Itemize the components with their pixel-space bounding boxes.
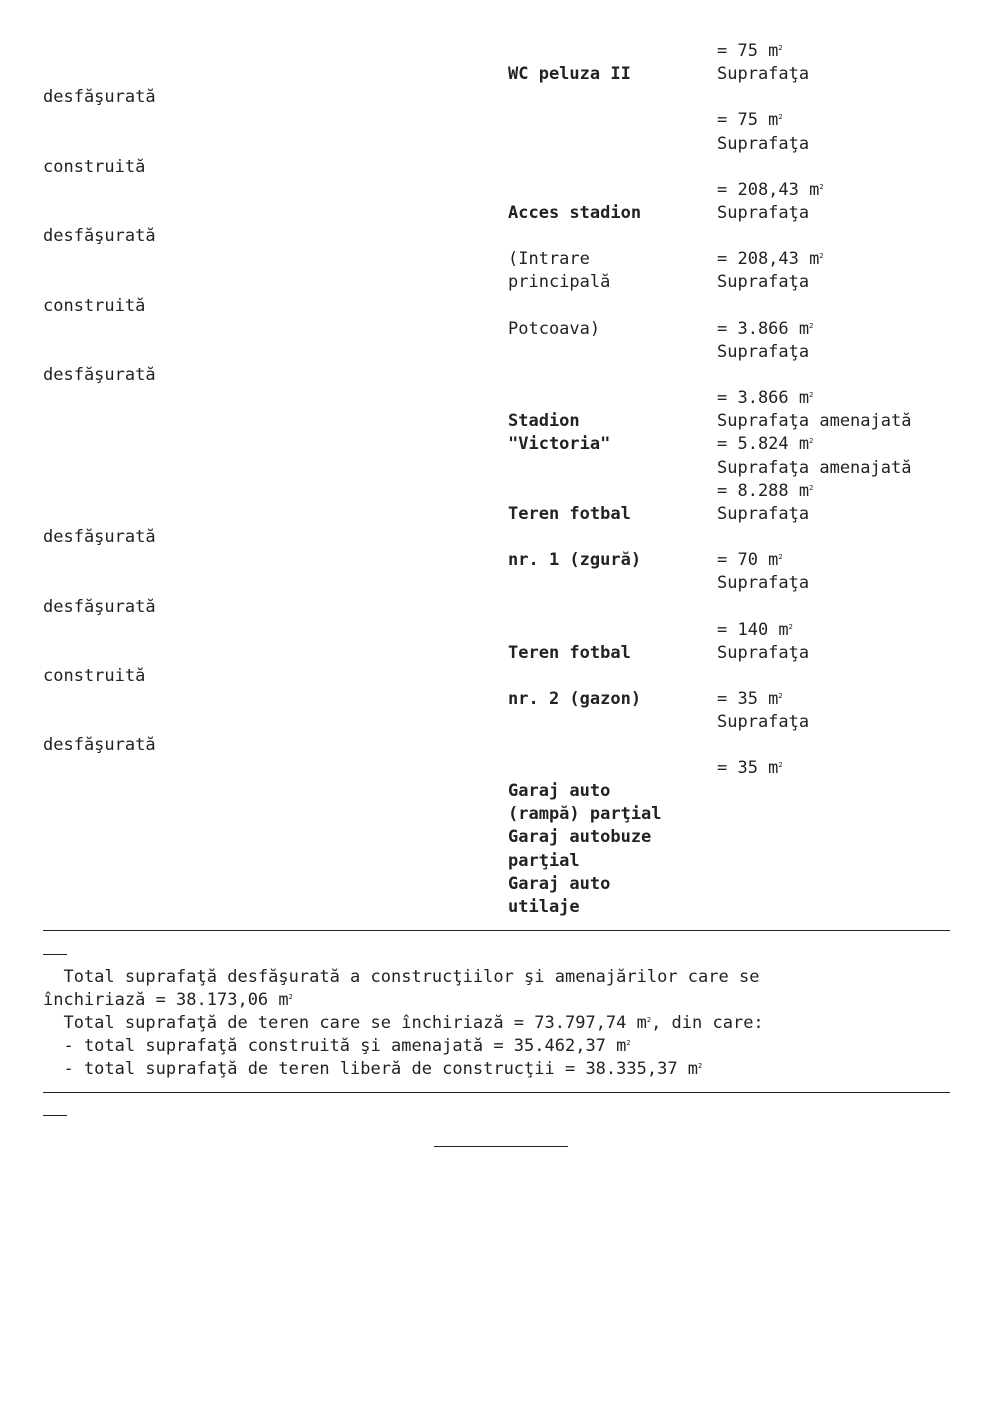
left-label: desfăşurată	[43, 87, 156, 107]
item-name: (rampă) parţial	[508, 804, 662, 824]
total-line: închiriază = 38.173,06 $m^2$	[43, 990, 293, 1010]
area-label: Suprafaţa amenajată	[717, 458, 912, 478]
area-value: = 208,43 $m^2$	[717, 180, 824, 200]
horizontal-rule	[43, 930, 950, 931]
left-label: desfăşurată	[43, 527, 156, 547]
area-label: Suprafaţa	[717, 64, 810, 84]
area-value: = 35 $m^2$	[717, 758, 783, 778]
area-label: Suprafaţa	[717, 342, 810, 362]
item-name: Garaj autobuze	[508, 827, 652, 847]
area-label: Suprafaţa amenajată	[717, 411, 912, 431]
item-name: principală	[508, 272, 611, 292]
item-name: (Intrare	[508, 249, 590, 269]
area-value: = 5.824 $m^2$	[717, 434, 814, 454]
area-label: Suprafaţa	[717, 203, 810, 223]
area-value: = 70 $m^2$	[717, 550, 783, 570]
item-name: Teren fotbal	[508, 643, 631, 663]
rule-tail	[43, 954, 67, 955]
item-name: Stadion	[508, 411, 580, 431]
item-name: utilaje	[508, 897, 580, 917]
item-name: "Victoria"	[508, 434, 611, 454]
left-label: desfăşurată	[43, 226, 156, 246]
rule-tail	[43, 1115, 67, 1116]
item-name: Garaj auto	[508, 781, 611, 801]
area-value: = 3.866 $m^2$	[717, 319, 814, 339]
left-label: construită	[43, 157, 146, 177]
left-label: desfăşurată	[43, 365, 156, 385]
left-label: desfăşurată	[43, 597, 156, 617]
area-value: = 75 $m^2$	[717, 41, 783, 61]
area-label: Suprafaţa	[717, 643, 810, 663]
area-label: Suprafaţa	[717, 134, 810, 154]
left-label: construită	[43, 296, 146, 316]
item-name: WC peluza II	[508, 64, 631, 84]
area-label: Suprafaţa	[717, 712, 810, 732]
item-name: parţial	[508, 851, 580, 871]
horizontal-rule	[43, 1092, 950, 1093]
area-value: = 75 $m^2$	[717, 110, 783, 130]
item-name: nr. 1 (zgură)	[508, 550, 642, 570]
area-value: = 35 $m^2$	[717, 689, 783, 709]
area-label: Suprafaţa	[717, 504, 810, 524]
total-line: Total suprafaţă de teren care se închiriază = 73.797,74 $m^2$, din care:	[43, 1013, 764, 1033]
end-rule	[434, 1146, 568, 1147]
area-label: Suprafaţa	[717, 272, 810, 292]
area-value: = 8.288 $m^2$	[717, 481, 814, 501]
left-label: desfăşurată	[43, 735, 156, 755]
area-value: = 208,43 $m^2$	[717, 249, 824, 269]
item-name: Potcoava)	[508, 319, 601, 339]
total-line: - total suprafaţă de teren liberă de construcţii = 38.335,37 $m^2$	[43, 1059, 703, 1079]
total-line: Total suprafaţă desfăşurată a construcţiilor şi amenajărilor care se	[43, 967, 760, 987]
item-name: Garaj auto	[508, 874, 611, 894]
area-label: Suprafaţa	[717, 573, 810, 593]
item-name: nr. 2 (gazon)	[508, 689, 642, 709]
item-name: Teren fotbal	[508, 504, 631, 524]
area-value: = 3.866 $m^2$	[717, 388, 814, 408]
item-name: Acces stadion	[508, 203, 642, 223]
area-value: = 140 $m^2$	[717, 620, 793, 640]
total-line: - total suprafaţă construită şi amenajată = 35.462,37 $m^2$	[43, 1036, 631, 1056]
left-label: construită	[43, 666, 146, 686]
